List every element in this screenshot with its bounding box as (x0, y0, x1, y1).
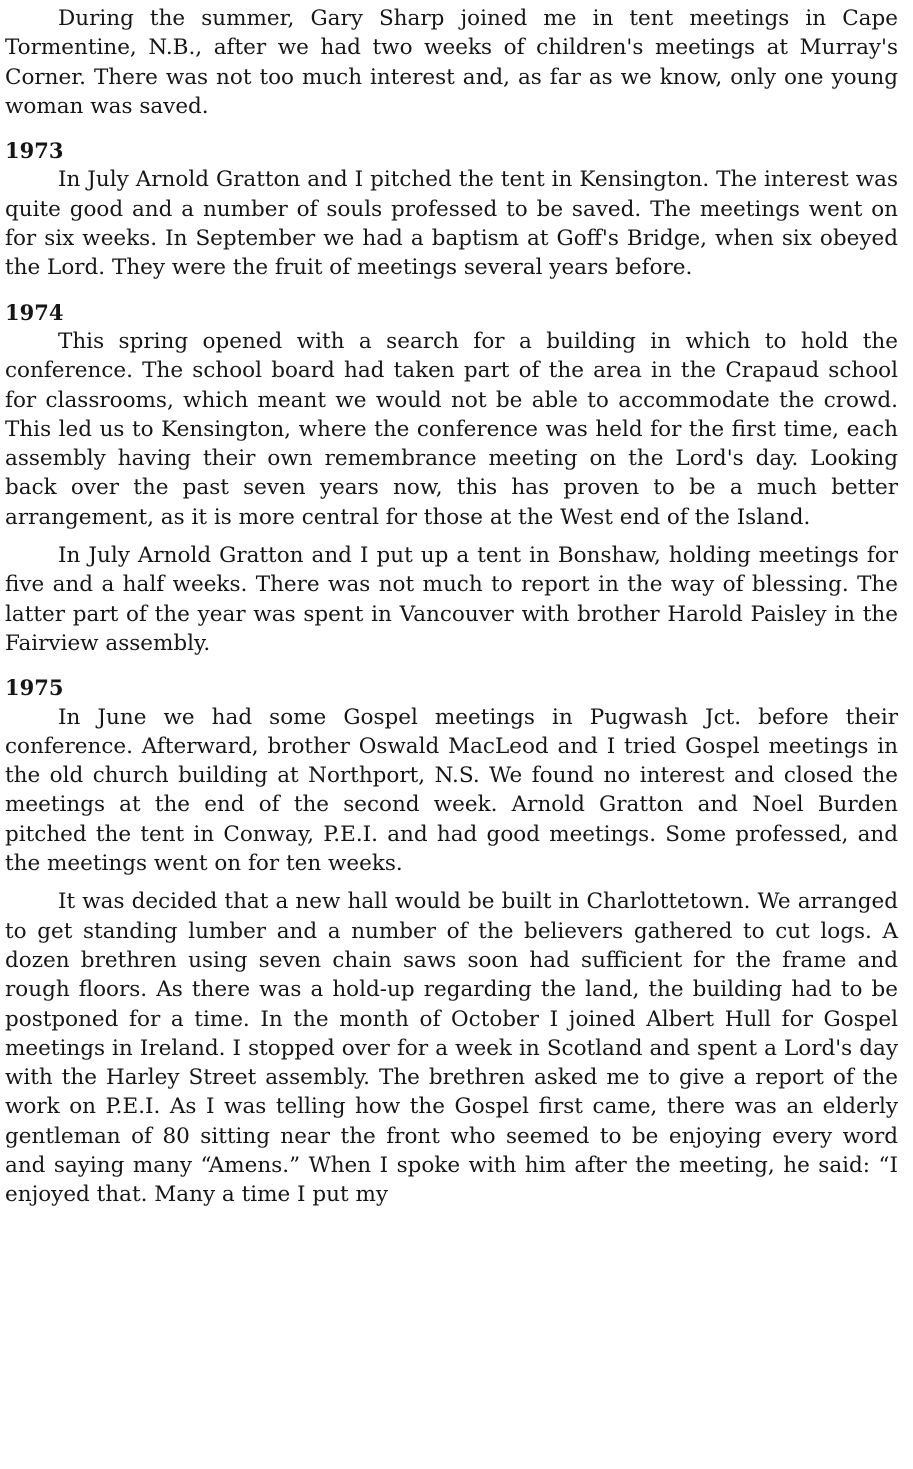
page-text (5, 4, 898, 1210)
year-heading-1974: 1974 (5, 299, 64, 325)
spacer (5, 878, 898, 887)
paragraph-1975-1: In June we had some Gospel meetings in Pugwash Jct. before their conference. Afterward, brother Oswald MacLeod and I tried Gospel meetings in the old church building at Northport, N.S. We found no interest and closed the meetings at the end of the second week. Arnold Gratton and Noel Burden pitched the tent in Conway, P.E.I. and had good meetings. Some professed, and the meetings went on for ten weeks. (5, 704, 898, 877)
paragraph-1974-2: In July Arnold Gratton and I put up a tent in Bonshaw, holding meetings for five and a half weeks. There was not much to report in the way of blessing. The latter part of the year was spent in Vancouver with brother Harold Paisley in the Fairview assembly. (5, 543, 898, 656)
paragraph-intro: During the summer, Gary Sharp joined me in tent meetings in Cape Tormentine, N.B., after we had two weeks of children's meetings at Murray's Corner. There was not too much interest and, as far as we know, only one young woman was saved. (5, 6, 898, 119)
spacer (5, 121, 898, 136)
spacer (5, 658, 898, 673)
paragraph-1975-2: It was decided that a new hall would be built in Charlottetown. We arranged to get standing lumber and a number of the believers gathered to cut logs. A dozen brethren using seven chain saws soon had sufficient for the frame and rough floors. As there was a hold-up regarding the land, the building had to be postponed for a time. In the month of October I joined Albert Hull for Gospel meetings in Ireland. I stopped over for a week in Scotland and spent a Lord's day with the Harley Street assembly. The brethren asked me to give a report of the work on P.E.I. As I was telling how the Gospel first came, there was an elderly gentleman of 80 sitting near the front who seemed to be enjoying every word and saying many “Amens.” When I spoke with him after the meeting, he said: “I enjoyed that. Many a time I put my (5, 889, 898, 1208)
spacer (5, 283, 898, 298)
paragraph-1974-1: This spring opened with a search for a building in which to hold the conference. The school board had taken part of the area in the Crapaud school for classrooms, which meant we would not be able to accommodate the crowd. This led us to Kensington, where the conference was held for the first time, each assembly having their own remembrance meeting on the Lord's day. Looking back over the past seven years now, this has proven to be a much better arrangement, as it is more central for those at the West end of the Island. (5, 328, 898, 530)
paragraph-1973-1: In July Arnold Gratton and I pitched the tent in Kensington. The interest was quite good and a number of souls professed to be saved. The meetings went on for six weeks. In September we had a baptism at Goff's Bridge, when six obeyed the Lord. They were the fruit of meetings several years before. (5, 167, 898, 281)
year-heading-1975: 1975 (5, 675, 64, 701)
spacer (5, 532, 898, 541)
year-heading-1973: 1973 (5, 138, 64, 164)
